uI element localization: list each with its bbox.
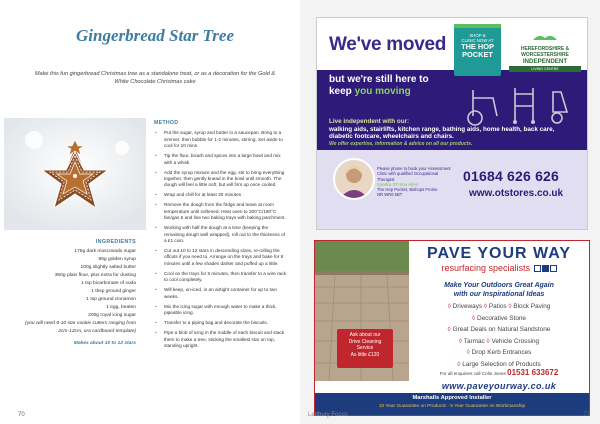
badge-line: SHOP &: [469, 33, 486, 38]
living-centre-logo: [509, 28, 581, 72]
guarantee-text: 10 Year Guarantee on Products - 5 Year Guarantee on Workmanship: [378, 404, 526, 409]
ingredients-note: (you will need 8-10 star cookie cutters ranging from 2cm-12cm, ora cardboard template): [25, 321, 136, 334]
address-line: NR WR6 5BT: [377, 192, 403, 198]
square-icon: [534, 265, 541, 272]
badge-line: Drive Cleaning: [348, 338, 382, 345]
pave-your-way-advert: [314, 240, 590, 416]
gingerbread-star-tree-photo: [4, 118, 146, 230]
diamond-icon: ◊: [447, 326, 451, 333]
diamond-icon: ◊: [458, 337, 463, 345]
brand-tagline: [411, 263, 587, 273]
ingredient: 350g plain flour, plus extra for dusting: [54, 273, 136, 278]
enquiries-phone[interactable]: 01531 633672: [507, 368, 559, 377]
badge-line: CLINIC NOW AT: [461, 38, 494, 43]
method-step: • Pipe a blob of icing in the middle of each biscuit and stack them to make a tree, sticking the smallest star on top, standing upright.: [154, 330, 288, 349]
diamond-icon: ◊: [486, 337, 490, 345]
method-step: • Add the syrup mixture and the egg, stir to bring everything together, then gently knead in the bowl until smooth. The dough will feel a little soft, but will firm up once cooled.: [154, 170, 288, 189]
subhead-line: [329, 86, 429, 98]
ad-headline: We've moved: [329, 34, 447, 55]
drive-cleaning-badge: [337, 329, 393, 368]
org-line: LIVING CENTRE: [509, 66, 581, 72]
services-row: [411, 313, 587, 325]
hop-pocket-badge: [454, 24, 501, 76]
ingredients-heading: INGREDIENTS: [95, 239, 136, 245]
enquiries-text: For all enquiries call Colin Jones: [439, 371, 506, 376]
therapist-photo: [333, 158, 375, 200]
services-row: [411, 336, 587, 348]
subhead-line: but we're still here to: [329, 74, 429, 85]
services-row: [411, 347, 587, 359]
page-number-right: 71: [583, 412, 590, 418]
method-step: • Remove the dough from the fridge and leave at room temperature until softened. Heat oven to 200°C/180°C fan/gas 6 and line two baking trays with baking parchment.: [154, 202, 288, 221]
ingredient: 100g slightly salted butter: [80, 265, 136, 270]
inspire-line: with our Inspirational Ideas: [453, 291, 545, 298]
org-line: INDEPENDENT: [522, 58, 568, 65]
diamond-icon: ◊: [472, 314, 476, 322]
publication-name: Ledbury Focus: [308, 412, 348, 418]
subhead-highlight: moving: [372, 86, 411, 97]
recipe-intro: Make this fun gingerbread Christmas tree as a standalone treat, or as a decoration for the Gold & White Chocolate Christmas cake: [34, 71, 276, 85]
service-item: Large Selection of Products: [462, 360, 541, 368]
square-icon: [550, 265, 557, 272]
products-text: [329, 118, 569, 148]
method-heading: METHOD: [154, 120, 179, 126]
services-list: [411, 301, 587, 370]
brand-name: PAVE YOUR WAY: [427, 245, 571, 262]
ingredient: 1 egg, beaten: [106, 305, 136, 310]
tagline-text: resurfacing specialists: [441, 263, 531, 273]
booking-text: Please phone to book your Assessment Clinic with qualified Occupational Therapist: [377, 166, 451, 182]
service-item: Vehicle Crossing: [491, 337, 540, 345]
address-line: The Hop Pocket, Bishops Frome: [377, 187, 438, 193]
method-step: • Mix the icing sugar with enough water to make a thick, pipeable icing.: [154, 304, 288, 317]
independent-living-advert: [316, 17, 588, 230]
method-section: [154, 120, 288, 353]
enquiries: [411, 368, 587, 377]
marshalls-text: Marshalls Approved Installer: [412, 395, 492, 401]
marshalls-banner: [315, 393, 589, 415]
ingredient: 1 tsp ground cinnamon: [86, 297, 136, 302]
diamond-icon: ◊: [457, 360, 461, 368]
recipe-yield: Makes about 10 to 12 stars: [73, 341, 136, 346]
badge-line: Service: [356, 345, 374, 351]
service-item: Drop Kerb Entrances: [471, 349, 532, 356]
method-step: • Will keep, un-iced, in an airtight container for up to two weeks.: [154, 287, 288, 300]
method-step: • Working with half the dough at a time (keeping the remaining dough well wrapped), roll out to the thickness of a £1 coin.: [154, 225, 288, 244]
method-step: • Put the sugar, syrup and butter in a saucepan. Bring to a simmer, then bubble for 1-2 minutes, stirring. Set aside to cool for 10 mins.: [154, 130, 288, 149]
services-row: [411, 301, 587, 313]
service-item: Great Deals on Natural Sandstone: [452, 326, 551, 333]
method-step: • Transfer to a piping bag and decorate the biscuits.: [154, 320, 288, 326]
ingredient: 200g royal icing sugar: [88, 313, 136, 318]
diamond-icon: ◊: [508, 303, 512, 310]
ingredient: 1 tsp bicarbonate of soda: [81, 281, 136, 286]
ingredient: 1 tbsp ground ginger: [91, 289, 136, 294]
service-item: Tarmac: [463, 337, 485, 345]
subhead-highlight: you: [354, 86, 373, 97]
badge-line: POCKET: [462, 50, 493, 59]
ingredient: 85g golden syrup: [98, 257, 136, 262]
diamond-icon: ◊: [483, 303, 488, 310]
products-list: walking aids, stairlifts, kitchen range, bathing aids, home health, back care, diabetic footcare, wheelchairs and chairs.: [329, 125, 555, 141]
service-item: Decorative Stone: [476, 314, 526, 322]
page-number-left: 70: [18, 412, 25, 418]
therapist-name: Sandra OT-Sue Allen: [377, 181, 419, 187]
service-item: Block Paving: [513, 303, 551, 310]
square-filled-icon: [542, 265, 549, 272]
inspiration-headline: [411, 281, 587, 299]
method-step: • Cut out 10 to 12 stars in descending sizes, re-rolling the offcuts if you need to. Arrange on the trays and bake for 8 minutes until a few shades darker and puffed up a little.: [154, 248, 288, 267]
ingredient: 175g dark muscovado sugar: [74, 249, 136, 254]
ad-subhead: [329, 74, 429, 98]
badge-line: As little £120: [350, 351, 380, 358]
org-line: HEREFORDSHIRE &: [520, 46, 570, 52]
badge-line: THE HOP: [461, 42, 494, 51]
service-item: Patios: [488, 303, 507, 310]
booking-info: [377, 166, 451, 198]
badge-line: Ask about our: [349, 332, 381, 338]
right-page: [300, 0, 600, 424]
independent-heading: Live independent with our:: [329, 118, 410, 125]
org-line: WORCESTERSHIRE: [521, 52, 569, 58]
recipe-title: Gingerbread Star Tree: [75, 26, 235, 45]
diamond-icon: ◊: [447, 303, 451, 310]
subhead-part: keep: [329, 86, 355, 97]
expertise-note: We offer expertise, information & advice on all our products.: [329, 140, 473, 147]
website-link[interactable]: www.otstores.co.uk: [469, 188, 564, 199]
pave-website-link[interactable]: www.paveyourway.co.uk: [441, 381, 557, 391]
person-icon: [335, 160, 373, 198]
method-step: • Tip the flour, bicarb and spices into a large bowl and mix with a whisk: [154, 153, 288, 166]
service-item: Driveways: [452, 303, 483, 310]
method-step: • Wrap and chill for at least 30 minutes: [154, 192, 288, 198]
hills-logo-icon: [533, 33, 557, 40]
services-row: [411, 324, 587, 336]
phone-number[interactable]: 01684 626 626: [463, 168, 560, 184]
inspire-line: Make Your Outdoors Great Again: [444, 282, 554, 289]
diamond-icon: ◊: [466, 349, 470, 356]
ingredients-list: [22, 238, 136, 348]
badge-stripe: [454, 24, 501, 28]
method-step: • Cool on the trays for 5 minutes, then transfer to a wire rack to cool completely.: [154, 271, 288, 284]
